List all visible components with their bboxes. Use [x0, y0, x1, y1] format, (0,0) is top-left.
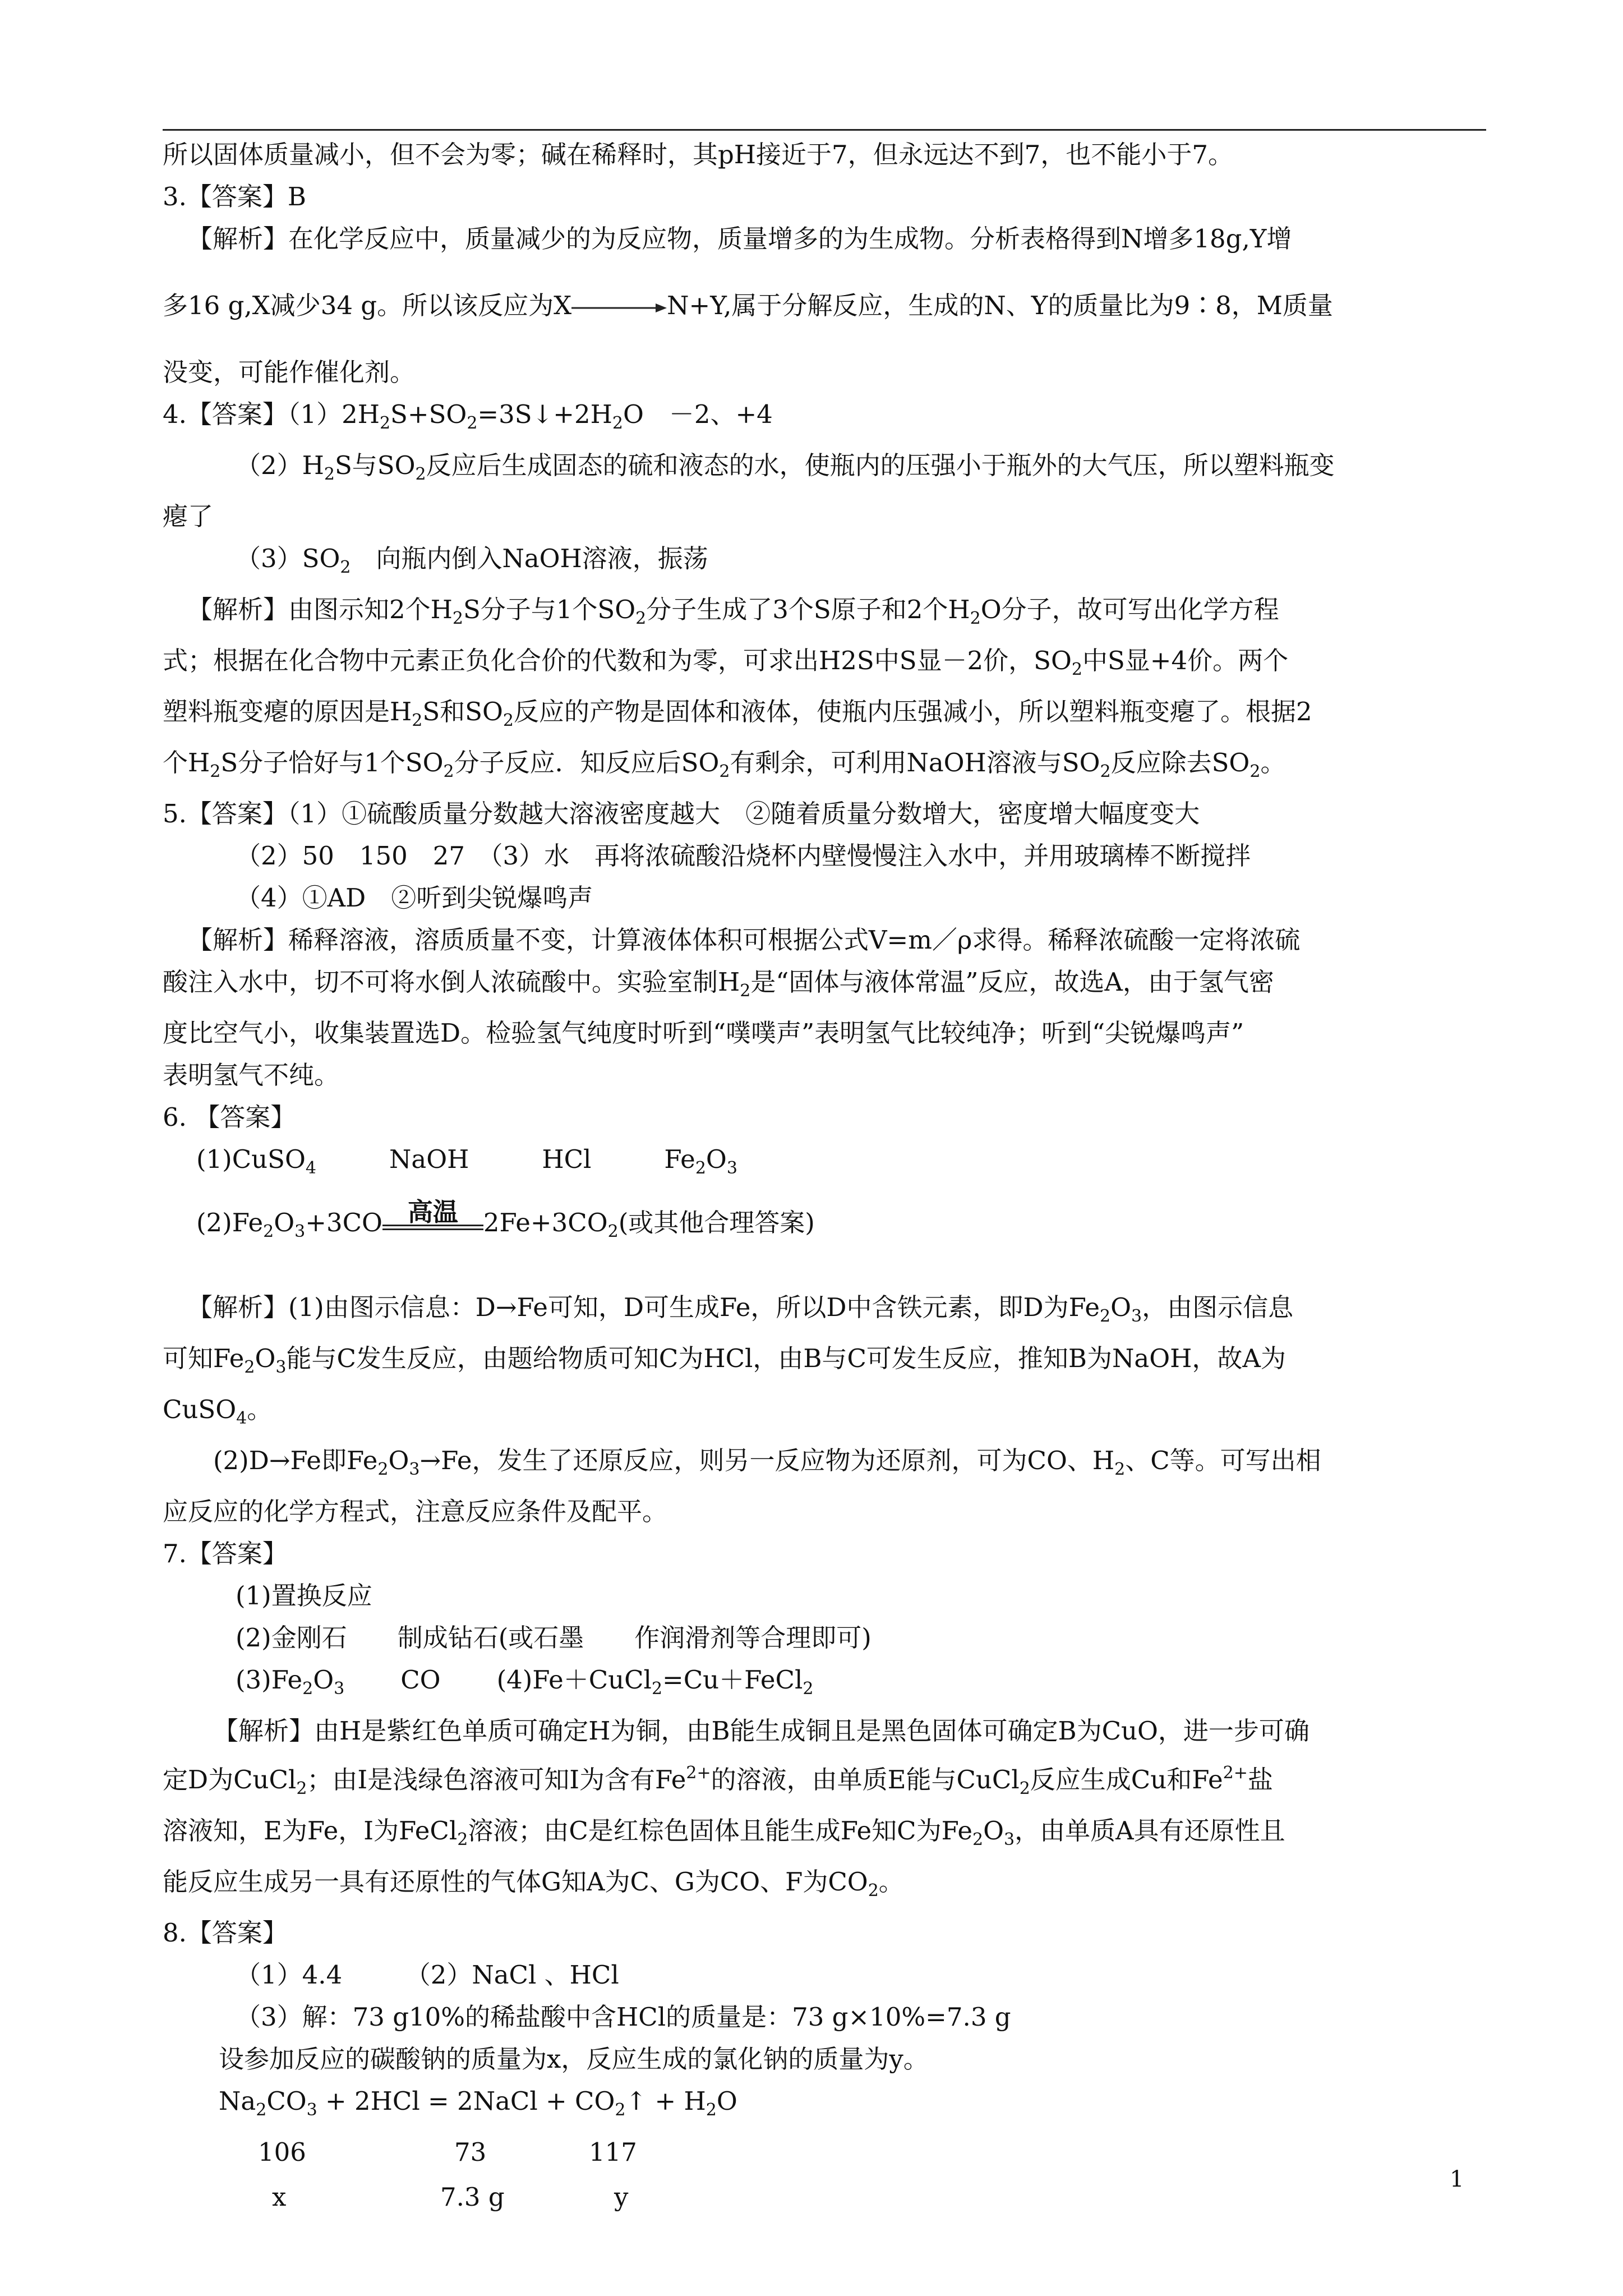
q6-a1-t3: HCl — [542, 1144, 592, 1174]
q4-explanation-4 — [163, 742, 1492, 793]
q6-a2-s1: 2 — [263, 1222, 274, 1241]
q7-a3-s3: 3 — [334, 1679, 345, 1699]
q6-e2-t4: 能与C发生反应，由题给物质可知C为HCl，由B与C可发生反应，推知B为NaOH，故A为 — [286, 1343, 1286, 1373]
q6-e3-s1: 4 — [236, 1409, 247, 1428]
q7-answer-2: (2)金刚石 制成钻石(或石墨 作润滑剂等合理即可) — [236, 1623, 872, 1653]
q4-e4-t4: 分子反应．知反应后SO — [454, 748, 720, 777]
q4-e1-t0: 【解析】由图示知2个H — [187, 595, 453, 624]
q6-a2-t2: O — [274, 1208, 295, 1237]
q4-a3-t2: 向瓶内倒入NaOH溶液，振荡 — [351, 544, 708, 573]
q6-e2-s1: 2 — [244, 1358, 255, 1377]
q6-explanation-3 — [163, 1388, 1492, 1439]
q5-answer-1: 5.【答案】（1）①硫酸质量分数越大溶液密度越大 ②随着质量分数增大，密度增大幅度变大 — [163, 799, 1200, 829]
q4-explanation-1 — [163, 588, 1492, 639]
q6-explanation-5: 应反应的化学方程式，注意反应条件及配平。 — [163, 1497, 668, 1526]
q6-a1-t4: Fe — [664, 1144, 695, 1174]
q6-e4-t7: 、C等。可写出相 — [1125, 1446, 1321, 1475]
q4-e2-t2: 中S显+4价。两个 — [1082, 646, 1289, 675]
q7-explanation-4 — [163, 1861, 1492, 1912]
q7-explanation-3 — [163, 1810, 1492, 1861]
q4-e4-s1: 2 — [210, 762, 221, 781]
q8-eq-t6: ↑ + H — [625, 2086, 706, 2116]
q2-tail: 所以固体质量减小，但不会为零；碱在稀释时，其pH接近于7，但永远达不到7，也不能小于7。 — [163, 140, 1233, 169]
q6-explanation-4 — [163, 1439, 1492, 1490]
q4-explanation-2 — [163, 639, 1492, 691]
q6-e4-s6: 2 — [1114, 1460, 1126, 1479]
q4-answer-1 — [163, 393, 1492, 444]
q4-e2-t0: 式；根据在化合物中元素正负化合价的代数和为零，可求出H2S中S显－2价，SO — [163, 646, 1072, 675]
q7-e4-s1: 2 — [868, 1881, 879, 1901]
q4-e1-t2: S分子与1个SO — [463, 595, 636, 624]
q7-e3-t4: O — [983, 1816, 1004, 1846]
q4-e1-s1: 2 — [452, 609, 463, 628]
q6-answer-2 — [163, 1197, 1492, 1253]
q8-setup: 设参加反应的碳酸钠的质量为x，反应生成的氯化钠的质量为y。 — [219, 2044, 929, 2074]
q6-a2-t7: (或其他合理答案) — [618, 1208, 815, 1237]
q4-e4-s5: 2 — [719, 762, 730, 781]
q8-eq-s7: 2 — [706, 2100, 717, 2120]
q5-explanation-4: 表明氢气不纯。 — [163, 1060, 340, 1090]
arrow-icon: → — [495, 1292, 517, 1322]
q8-eq-t4: + 2HCl = 2NaCl + CO — [317, 2086, 615, 2116]
q6-e2-s3: 3 — [275, 1358, 287, 1377]
q7-explanation-2 — [163, 1752, 1492, 1810]
q8-mass-na2co3: 106 — [258, 2137, 306, 2167]
q4-e4-s7: 2 — [1100, 762, 1111, 781]
q7-answer-3 — [163, 1659, 1492, 1710]
q6-e3-t0: CuSO — [163, 1395, 237, 1424]
q6-explanation-2 — [163, 1337, 1492, 1388]
q8-mass-hcl: 73 — [454, 2137, 487, 2167]
q6-answer-1 — [163, 1138, 1492, 1189]
q8-eq-t8: O — [716, 2086, 737, 2116]
q6-a1-t2: NaOH — [389, 1144, 469, 1174]
q6-answer: 6. 【答案】 — [163, 1102, 296, 1132]
q4-a2-t2: S与SO — [334, 450, 416, 480]
q7-e2-p3: 2+ — [686, 1763, 711, 1783]
reaction-condition-label: 高温 — [407, 1197, 458, 1227]
q4-answer-3 — [163, 537, 1492, 588]
q7-e2-t6: 反应生成Cu和Fe — [1030, 1765, 1223, 1795]
q4-a2-t4: 反应后生成固态的硫和液态的水，使瓶内的压强小于瓶外的大气压，所以塑料瓶变 — [426, 450, 1335, 480]
q7-e4-t0: 能反应生成另一具有还原性的气体G知A为C、G为CO、F为CO — [163, 1867, 868, 1897]
q4-head: 4.【答案】 — [163, 399, 288, 429]
q6-e4-t5: Fe，发生了还原反应，则另一反应物为还原剂，可为CO、H — [441, 1446, 1115, 1475]
q7-a3-s8: 2 — [803, 1679, 814, 1699]
q6-e1-s4: 3 — [1131, 1306, 1142, 1326]
q7-e3-s1: 2 — [457, 1830, 468, 1849]
q7-e2-s1: 2 — [296, 1779, 307, 1798]
q6-a1-s5: 2 — [695, 1158, 706, 1178]
q4-answer-2 — [163, 444, 1492, 495]
q4-e3-s3: 2 — [502, 711, 514, 730]
q4-a1-t6: O －2、+4 — [623, 399, 773, 429]
q3-explanation-2 — [163, 284, 1492, 326]
q8-eq-t0: Na — [219, 2086, 256, 2116]
q3-text-a: 多16 g,X减少34 g。所以该反应为X — [163, 291, 572, 320]
q4-e4-s3: 2 — [443, 762, 454, 781]
q8-var-hcl: 7.3 g — [440, 2182, 505, 2212]
q5-e2-h: H — [718, 967, 740, 997]
q7-e2-t0: 定D为CuCl — [163, 1765, 297, 1795]
q4-e4-t2: S分子恰好与1个SO — [220, 748, 444, 777]
q4-e3-t0: 塑料瓶变瘪的原因是H — [163, 697, 412, 726]
q5-answer-4: （4）①AD ②听到尖锐爆鸣声 — [236, 883, 593, 913]
q6-e1-t0: 【解析】(1)由图示信息：D — [187, 1292, 496, 1322]
q4-answer-2b: 瘪了 — [163, 501, 214, 531]
q4-e3-t2: S和SO — [422, 697, 503, 726]
q7-e2-t2: ；由I是浅绿色溶液可知I为含有Fe — [307, 1765, 686, 1795]
q8-answer-3: （3）解：73 g10%的稀盐酸中含HCl的质量是：73 g×10%=7.3 g — [236, 2002, 1011, 2032]
q6-a1-s1: 4 — [305, 1158, 316, 1178]
q5-explanation-1: 【解析】稀释溶液，溶质质量不变，计算液体体积可根据公式V=m／ρ求得。稀释浓硫酸一定将浓硫 — [187, 925, 1301, 955]
q7-explanation-1: 【解析】由H是紫红色单质可确定H为铜，由B能生成铜且是黑色固体可确定B为CuO，进一步可确 — [213, 1716, 1310, 1746]
q5-explanation-3: 度比空气小，收集装置选D。检验氢气纯度时听到“噗噗声”表明氢气比较纯净；听到“尖锐爆鸣声” — [163, 1018, 1244, 1048]
reaction-arrow-icon — [571, 302, 667, 314]
q8-eq-s5: 2 — [615, 2100, 626, 2120]
q3-explanation-1: 【解析】在化学反应中，质量减少的为反应物，质量增多的为生成物。分析表格得到N增多18g,Y增 — [187, 224, 1292, 254]
q6-a1-t6: O — [706, 1144, 727, 1174]
reaction-condition — [382, 1197, 483, 1231]
q8-eq-s1: 2 — [256, 2100, 267, 2120]
q6-e1-t5: ，由图示信息 — [1142, 1292, 1294, 1322]
q7-a3-s1: 2 — [302, 1679, 313, 1699]
q6-a2-t5: 2Fe+3CO — [483, 1208, 608, 1237]
q7-a3-t5: (4)Fe＋CuCl — [496, 1665, 652, 1695]
q6-a2-s3: 3 — [294, 1222, 306, 1241]
q6-e1-s2: 2 — [1099, 1306, 1111, 1326]
q4-e4-t6: 有剩余，可利用NaOH溶液与SO — [730, 748, 1100, 777]
q4-a1-s3: 2 — [467, 413, 478, 433]
q4-e4-t8: 反应除去SO — [1110, 748, 1250, 777]
q7-a3-t2: O — [313, 1665, 334, 1695]
q4-e2-s1: 2 — [1071, 660, 1082, 679]
q7-a3-t7: =Cu＋FeCl — [662, 1665, 803, 1695]
answer-page — [163, 134, 1492, 2221]
q3-answer: 3.【答案】B — [163, 182, 307, 211]
q4-a1-t2: S+SO — [390, 399, 467, 429]
q8-mass-row — [163, 2131, 1492, 2176]
q6-e1-t1: Fe可知，D可生成Fe，所以D中含铁元素，即D为Fe — [517, 1292, 1100, 1322]
q7-e2-p7: 2+ — [1223, 1763, 1248, 1783]
q8-answer-1: （1）4.4 （2）NaCl 、HCl — [236, 1960, 619, 1990]
q6-a2-s6: 2 — [607, 1222, 619, 1241]
q7-answer: 7.【答案】 — [163, 1539, 288, 1568]
q4-e4-t0: 个H — [163, 748, 210, 777]
q7-e4-t2: 。 — [878, 1867, 904, 1897]
q5-answer-2: （2）50 150 27 （3）水 再将浓硫酸沿烧杯内壁慢慢注入水中，并用玻璃棒不断搅拌 — [236, 841, 1251, 871]
q7-e3-s5: 3 — [1004, 1830, 1015, 1849]
q8-var-row — [163, 2176, 1492, 2221]
q7-e3-t2: 溶液；由C是红棕色固体且能生成Fe知C为Fe — [468, 1816, 972, 1846]
q3-explanation-3: 没变，可能作催化剂。 — [163, 357, 416, 387]
q6-explanation-1 — [163, 1286, 1492, 1337]
q4-a1-s5: 2 — [612, 413, 623, 433]
q8-mass-nacl: 117 — [589, 2137, 637, 2167]
q7-e2-s5: 2 — [1019, 1779, 1030, 1798]
q3-text-b: N+Y,属于分解反应，生成的N、Y的质量比为9∶8，M质量 — [667, 291, 1333, 320]
arrow-icon: → — [419, 1446, 441, 1475]
q5-explanation-2 — [163, 961, 1492, 1012]
q4-a2-t0: （2）H — [236, 450, 324, 480]
q8-var-x: x — [272, 2182, 287, 2212]
q7-a3-t0: (3)Fe — [236, 1665, 303, 1695]
q4-a1-s1: 2 — [379, 413, 391, 433]
q8-answer: 8.【答案】 — [163, 1918, 288, 1948]
q6-e4-t0: (2)D — [213, 1446, 269, 1475]
q8-equation — [163, 2080, 1492, 2131]
q7-answer-1: (1)置换反应 — [236, 1581, 372, 1611]
q6-e4-t1: Fe即Fe — [290, 1446, 378, 1475]
q5-e2-a: 酸注入水中，切不可将水倒人浓硫酸中。实验室制 — [163, 967, 718, 997]
q7-e3-t6: ，由单质A具有还原性且 — [1015, 1816, 1285, 1846]
q4-a2-s1: 2 — [324, 464, 335, 484]
page-number: 1 — [1450, 2166, 1464, 2192]
q7-e3-s3: 2 — [972, 1830, 984, 1849]
q4-e4-s9: 2 — [1249, 762, 1261, 781]
q4-e4-t10: 。 — [1260, 748, 1286, 777]
q7-e2-t8: 盐 — [1247, 1765, 1273, 1795]
arrow-icon: → — [269, 1446, 291, 1475]
q5-e2-s: 2 — [740, 981, 751, 1001]
q7-e3-t0: 溶液知，E为Fe，I为FeCl — [163, 1816, 458, 1846]
equals-sign — [382, 1225, 483, 1230]
q6-e4-t3: O — [388, 1446, 409, 1475]
q4-e3-s1: 2 — [412, 711, 423, 730]
q6-a2-t0: (2)Fe — [196, 1208, 264, 1237]
q6-e4-s4: 3 — [409, 1460, 420, 1479]
q4-a3-s1: 2 — [340, 558, 351, 577]
q6-a1-s7: 3 — [726, 1158, 737, 1178]
q8-var-y: y — [614, 2182, 629, 2212]
q4-e3-t4: 反应的产物是固体和液体，使瓶内压强减小，所以塑料瓶变瘪了。根据2 — [514, 697, 1312, 726]
q6-e2-t2: O — [255, 1343, 276, 1373]
q6-e1-t3: O — [1110, 1292, 1131, 1322]
q6-e2-t0: 可知Fe — [163, 1343, 245, 1373]
q6-a1-t0: (1)CuSO — [196, 1144, 306, 1174]
q4-explanation-3 — [163, 691, 1492, 742]
q4-a1-t0: （1）2H — [287, 399, 380, 429]
q6-a2-t4: +3CO — [305, 1208, 382, 1237]
q6-e4-s2: 2 — [377, 1460, 389, 1479]
q6-e3-t2: 。 — [247, 1395, 273, 1424]
q8-eq-s3: 3 — [306, 2100, 317, 2120]
q4-a3-t0: （3）SO — [236, 544, 340, 573]
q4-e1-t4: 分子生成了3个S原子和2个H — [646, 595, 970, 624]
q8-eq-t2: CO — [266, 2086, 307, 2116]
q4-e1-s3: 2 — [635, 609, 647, 628]
q7-a3-t4: CO — [400, 1665, 441, 1695]
q4-a1-t4: =3S↓+2H — [477, 399, 612, 429]
q7-e2-t4: 的溶液，由单质E能与CuCl — [711, 1765, 1020, 1795]
q5-e2-b: 是“固体与液体常温”反应，故选A，由于氢气密 — [750, 967, 1274, 997]
header-rule — [163, 129, 1486, 131]
q4-e1-t6: O分子，故可写出化学方程 — [980, 595, 1279, 624]
q4-a2-s3: 2 — [415, 464, 426, 484]
q4-e1-s5: 2 — [970, 609, 981, 628]
q7-a3-s6: 2 — [651, 1679, 663, 1699]
